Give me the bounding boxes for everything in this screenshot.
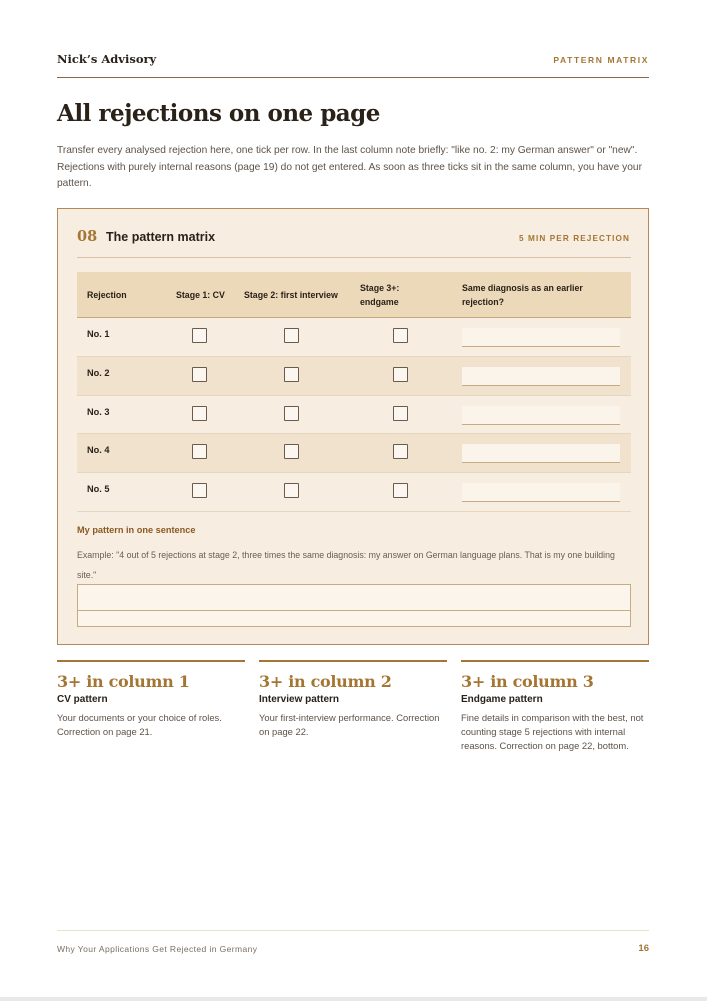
stage1-checkbox[interactable]	[192, 406, 207, 421]
diagnosis-input[interactable]	[462, 444, 620, 463]
stage1-checkbox[interactable]	[192, 367, 207, 382]
exercise-number: 08	[77, 228, 98, 245]
stage3-checkbox[interactable]	[393, 406, 408, 421]
interview-pattern-column	[259, 660, 447, 739]
stage3-checkbox[interactable]	[393, 444, 408, 459]
footer-divider	[57, 930, 649, 931]
column-header-stage1: Stage 1: CV	[176, 290, 225, 300]
row-label: No. 1	[87, 329, 110, 339]
footer-title: Why Your Applications Get Rejected in Germany	[57, 944, 258, 954]
column-header-rejection: Rejection	[87, 290, 127, 300]
column-header-stage2: Stage 2: first interview	[244, 290, 338, 300]
stage3-checkbox[interactable]	[393, 367, 408, 382]
column-body: Fine details in comparison with the best, not counting stage 5 rejections with internal reasons. Correction on page 22, bottom.	[461, 712, 644, 751]
exercise-title: The pattern matrix	[106, 230, 216, 244]
pattern-matrix-card	[57, 208, 649, 645]
diagnosis-input[interactable]	[462, 328, 620, 347]
section-tag: PATTERN MATRIX	[553, 55, 649, 65]
table-row	[77, 473, 631, 512]
column-heading: 3+ in column 1	[57, 672, 190, 691]
column-heading: 3+ in column 3	[461, 672, 594, 691]
stage1-checkbox[interactable]	[192, 328, 207, 343]
column-heading: 3+ in column 2	[259, 672, 392, 691]
pattern-example-text: Example: "4 out of 5 rejections at stage 2, three times the same diagnosis: my answer on German language plans. That is my one building site."	[77, 550, 615, 580]
table-header	[77, 272, 631, 318]
column-header-stage3: Stage 3+: endgame	[360, 283, 400, 307]
row-label: No. 5	[87, 484, 110, 495]
table-row	[77, 357, 631, 396]
writing-line	[78, 610, 630, 611]
table-row	[77, 434, 631, 473]
diagnosis-input[interactable]	[462, 406, 620, 425]
endgame-pattern-column	[461, 660, 649, 753]
column-subheading: Interview pattern	[259, 694, 340, 705]
stage1-checkbox[interactable]	[192, 483, 207, 498]
page-edge	[0, 997, 707, 1001]
cv-pattern-column	[57, 660, 245, 739]
row-label: No. 3	[87, 406, 110, 417]
page-number: 16	[638, 943, 649, 954]
stage2-checkbox[interactable]	[284, 367, 299, 382]
stage2-checkbox[interactable]	[284, 444, 299, 459]
column-header-diagnosis: Same diagnosis as an earlier rejection?	[462, 283, 583, 307]
diagnosis-input[interactable]	[462, 483, 620, 502]
column-subheading: CV pattern	[57, 694, 108, 705]
intro-paragraph: Transfer every analysed rejection here, one tick per row. In the last column note briefly: "like no. 2: my German answer" or "new". Rejections with purely internal reasons (page 19) do not get entered. As soon as three ticks sit in the same column, you have your pattern.	[57, 145, 642, 189]
stage2-checkbox[interactable]	[284, 328, 299, 343]
divider	[77, 257, 631, 258]
pattern-matrix-table	[77, 272, 631, 512]
stage3-checkbox[interactable]	[393, 328, 408, 343]
page-header	[57, 52, 649, 78]
row-label: No. 2	[87, 367, 110, 378]
stage3-checkbox[interactable]	[393, 483, 408, 498]
column-body: Your first-interview performance. Correction on page 22.	[259, 712, 440, 737]
pattern-sentence-label: My pattern in one sentence	[77, 525, 196, 535]
brand-name: Nick’s Advisory	[57, 52, 157, 66]
stage2-checkbox[interactable]	[284, 483, 299, 498]
table-row	[77, 396, 631, 435]
time-estimate: 5 MIN PER REJECTION	[519, 234, 630, 243]
pattern-sentence-input[interactable]	[77, 584, 631, 627]
table-row	[77, 318, 631, 357]
diagnosis-input[interactable]	[462, 367, 620, 386]
column-subheading: Endgame pattern	[461, 694, 543, 705]
stage1-checkbox[interactable]	[192, 444, 207, 459]
stage2-checkbox[interactable]	[284, 406, 299, 421]
row-label: No. 4	[87, 445, 110, 456]
column-body: Your documents or your choice of roles. Correction on page 21.	[57, 712, 222, 737]
page-title: All rejections on one page	[57, 100, 380, 127]
